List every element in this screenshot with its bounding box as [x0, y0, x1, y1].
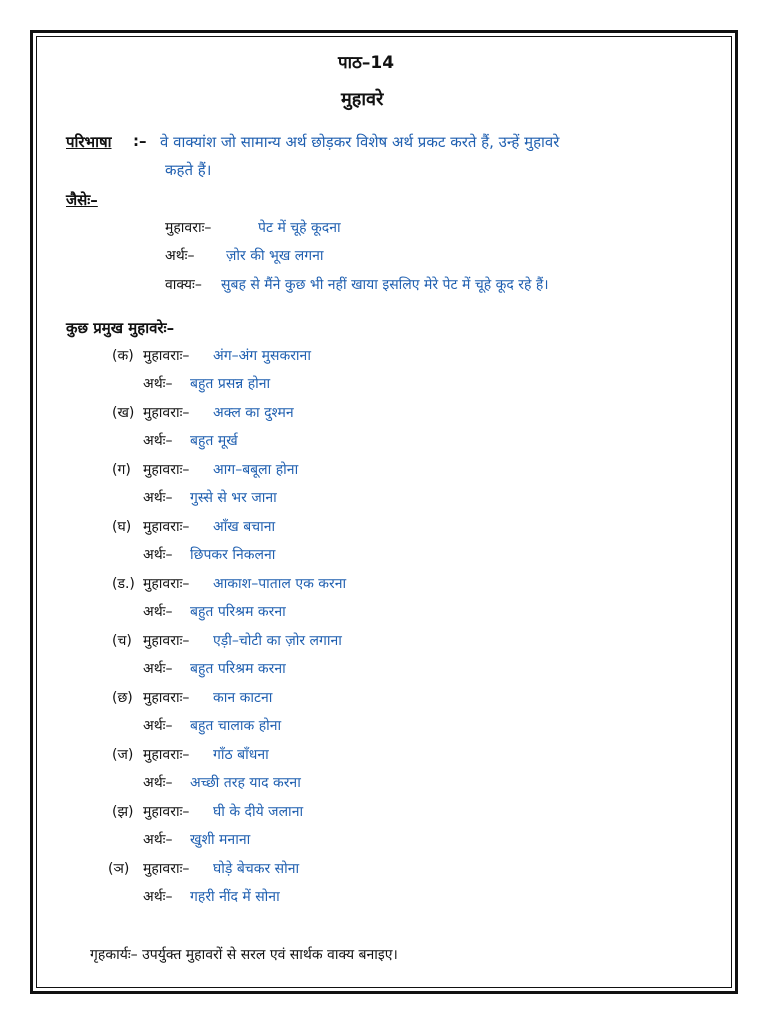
definition-text-line2: कहते हैं।	[165, 161, 212, 179]
definition-text-line1: वे वाक्यांश जो सामान्य अर्थ छोड़कर विशेष अर्थ प्रकट करते हैं, उन्हें मुहावरे	[160, 133, 560, 151]
item-meaning-label: अर्थः–	[143, 604, 173, 620]
item-idiom-label: मुहावराः–	[143, 405, 190, 421]
item-meaning: बहुत प्रसन्न होना	[190, 376, 271, 392]
item-marker: (च)	[112, 633, 132, 649]
item-meaning-label: अर्थः–	[143, 832, 173, 848]
item-idiom-label: मुहावराः–	[143, 462, 190, 478]
item-idiom-label: मुहावराः–	[143, 348, 190, 364]
item-meaning: गहरी नींद में सोना	[190, 889, 280, 905]
definition-label: परिभाषा	[66, 133, 112, 151]
example-sentence: सुबह से मैंने कुछ भी नहीं खाया इसलिए मेरे पेट में चूहे कूद रहे हैं।	[221, 277, 549, 293]
example-meaning-label: अर्थः–	[165, 248, 195, 264]
item-meaning-label: अर्थः–	[143, 547, 173, 563]
item-marker: (ख)	[112, 405, 135, 421]
item-marker: (छ)	[112, 690, 133, 706]
item-meaning-label: अर्थः–	[143, 775, 173, 791]
item-idiom-label: मुहावराः–	[143, 747, 190, 763]
item-meaning: बहुत परिश्रम करना	[190, 604, 286, 620]
item-marker: (क)	[112, 348, 134, 364]
item-meaning-label: अर्थः–	[143, 661, 173, 677]
page-title: मुहावरे	[341, 89, 384, 110]
item-meaning: छिपकर निकलना	[190, 547, 276, 563]
item-marker: (ज)	[112, 747, 134, 763]
example-sentence-label: वाक्यः–	[165, 277, 202, 293]
item-meaning: बहुत मूर्ख	[190, 433, 238, 449]
item-meaning-label: अर्थः–	[143, 889, 173, 905]
item-idiom: आँख बचाना	[213, 519, 276, 535]
item-idiom: घोड़े बेचकर सोना	[213, 861, 300, 877]
item-meaning-label: अर्थः–	[143, 490, 173, 506]
item-meaning: अच्छी तरह याद करना	[190, 775, 301, 791]
item-idiom-label: मुहावराः–	[143, 804, 190, 820]
item-idiom-label: मुहावराः–	[143, 690, 190, 706]
page-border-inner	[36, 36, 732, 988]
item-idiom-label: मुहावराः–	[143, 861, 190, 877]
item-marker: (घ)	[112, 519, 132, 535]
item-idiom: गाँठ बाँधना	[213, 747, 269, 763]
item-idiom-label: मुहावराः–	[143, 519, 190, 535]
item-meaning: गुस्से से भर जाना	[190, 490, 277, 506]
item-meaning-label: अर्थः–	[143, 718, 173, 734]
item-marker: (ड.)	[112, 576, 135, 592]
item-meaning: बहुत चालाक होना	[190, 718, 282, 734]
example-label: जैसेः–	[66, 191, 98, 209]
item-idiom: अक्ल का दुश्मन	[213, 405, 294, 421]
item-idiom: आग–बबूला होना	[213, 462, 299, 478]
example-meaning: ज़ोर की भूख लगना	[226, 248, 324, 264]
item-idiom-label: मुहावराः–	[143, 576, 190, 592]
lesson-number: पाठ–14	[338, 53, 395, 73]
item-idiom: आकाश–पाताल एक करना	[213, 576, 347, 592]
item-idiom: घी के दीये जलाना	[213, 804, 304, 820]
list-heading: कुछ प्रमुख मुहावरेः–	[66, 319, 175, 337]
example-idiom: पेट में चूहे कूदना	[258, 220, 341, 236]
item-meaning: खुशी मनाना	[190, 832, 251, 848]
item-idiom: एड़ी–चोटी का ज़ोर लगाना	[213, 633, 342, 649]
item-meaning: बहुत परिश्रम करना	[190, 661, 286, 677]
item-marker: (झ)	[112, 804, 134, 820]
item-idiom: अंग–अंग मुसकराना	[213, 348, 311, 364]
homework-text: गृहकार्यः– उपर्युक्त मुहावरों से सरल एवं सार्थक वाक्य बनाइए।	[90, 947, 398, 963]
item-marker: (ग)	[112, 462, 131, 478]
item-meaning-label: अर्थः–	[143, 376, 173, 392]
definition-separator: :–	[133, 132, 147, 150]
item-idiom: कान काटना	[213, 690, 273, 706]
item-idiom-label: मुहावराः–	[143, 633, 190, 649]
item-marker: (ञ)	[108, 861, 130, 877]
item-meaning-label: अर्थः–	[143, 433, 173, 449]
example-idiom-label: मुहावराः–	[165, 220, 212, 236]
